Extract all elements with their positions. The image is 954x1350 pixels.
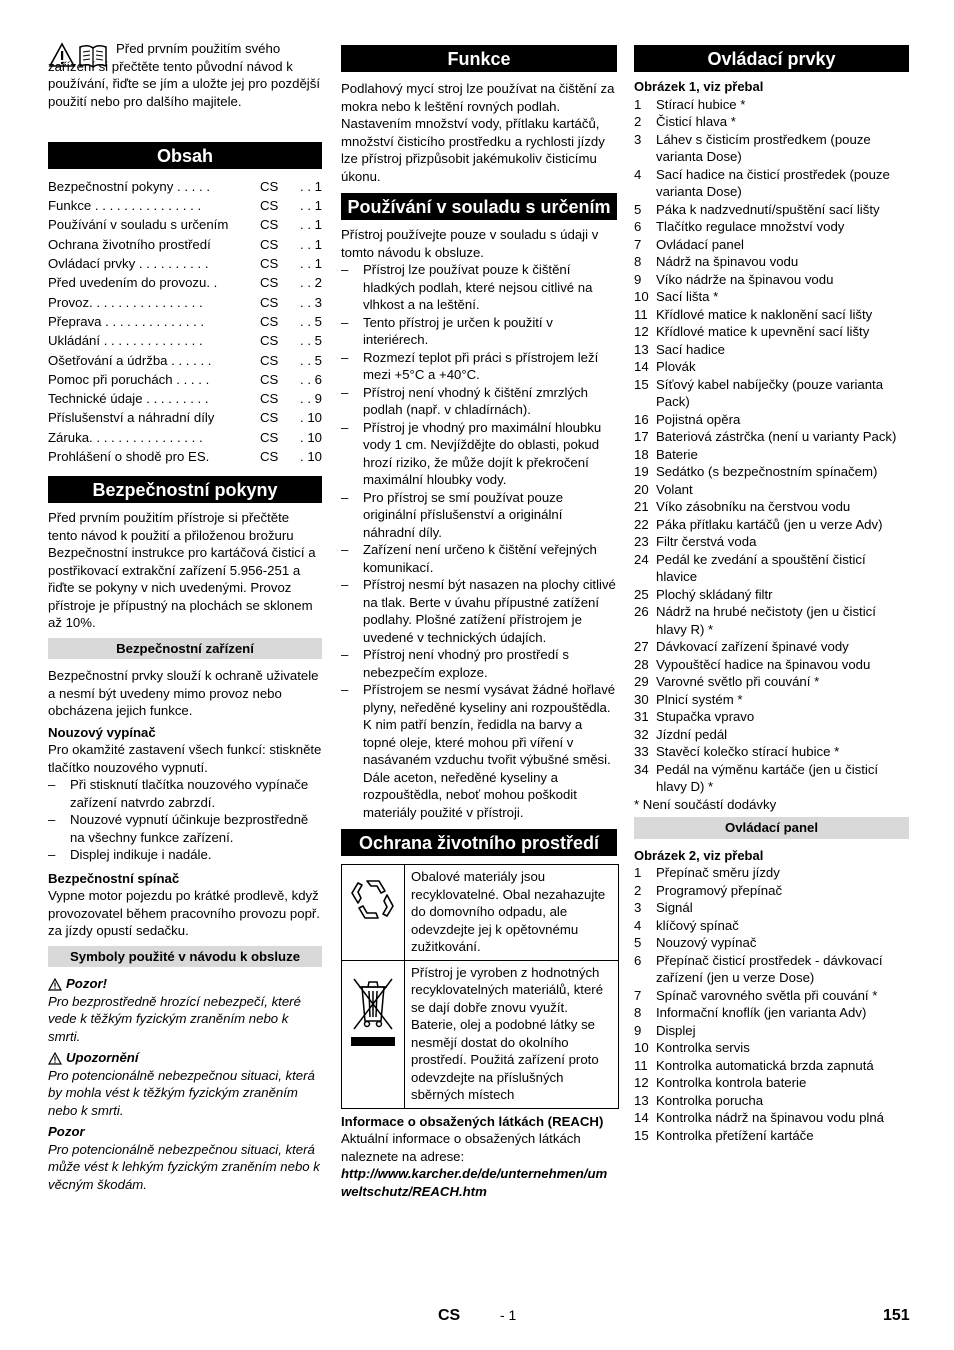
toc-row[interactable] bbox=[48, 447, 322, 466]
toc-row[interactable] bbox=[48, 254, 322, 273]
reach-heading: Informace o obsažených látkách (REACH) bbox=[341, 1113, 604, 1129]
toc-title: Ukládání . . . . . . . . . . . . . . bbox=[48, 333, 203, 349]
toc-table bbox=[48, 177, 322, 466]
column-right bbox=[634, 40, 909, 1144]
symbols-heading: Symboly použité v návodu k obsluze bbox=[48, 946, 322, 968]
warning-text: Pro potencionálně nebezpečnou situaci, která by mohla vést k těžkým fyzickým zraněním nebo k smrti. bbox=[48, 1067, 315, 1118]
intended-use-continuation: K nim patří benzín, ředidla na barvy a topné oleje, které mohou při víření v nasávaném vzduchu tvořit výbušné směsi. Dále aceton, neředěné kyseliny a rozpouštědla, neboť mohou poškodit materiály použité v přístroji. bbox=[363, 717, 611, 820]
toc-title: Ochrana životního prostředí bbox=[48, 236, 211, 252]
reach-text: Aktuální informace o obsažených látkách naleznete na adrese: bbox=[341, 1131, 581, 1164]
toc-page: . . 5 bbox=[300, 333, 322, 349]
list-item: – Přístroj není vhodný k čištění zmrzlých podlah (např. v chladírnách). bbox=[341, 384, 588, 417]
list-item: 5 Nouzový vypínač bbox=[634, 935, 757, 950]
toc-row[interactable] bbox=[48, 293, 322, 312]
list-item: – Nouzové vypnutí účinkuje bezprostředně na všechny funkce zařízení. bbox=[48, 812, 309, 845]
list-item: 21 Víko zásobníku na čerstvou vodu bbox=[634, 499, 851, 514]
caution-label: Pozor bbox=[48, 1124, 85, 1140]
list-item: 8 Informační knoflík (jen varianta Adv) bbox=[634, 1005, 867, 1020]
toc-title: Prohlášení o shodě pro ES. bbox=[48, 449, 210, 465]
list-item: 34 Pedál na výměnu kartáče (jen u čisticí hlavy D) * bbox=[634, 761, 879, 794]
caution-text: Pro potencionálně nebezpečnou situaci, která může vést k lehkým fyzickým zraněním nebo k věcným škodám. bbox=[48, 1141, 320, 1192]
list-item: – Při stisknutí tlačítka nouzového vypínače zařízení natvrdo zabrzdí. bbox=[48, 777, 309, 810]
list-item: 9 Víko nádrže na špinavou vodu bbox=[634, 271, 834, 287]
list-item: 27 Dávkovací zařízení špinavé vody bbox=[634, 639, 849, 654]
emergency-stop-text: Pro okamžité zastavení všech funkcí: stiskněte tlačítko nouzového vypnutí. bbox=[48, 742, 322, 775]
toc-row[interactable] bbox=[48, 389, 322, 408]
environment-heading: Ochrana životního prostředí bbox=[341, 829, 617, 856]
toc-page: . . 6 bbox=[300, 371, 322, 387]
list-item: 13 Sací hadice bbox=[634, 341, 725, 357]
list-item: – Tento přístroj je určen k použití v interiérech. bbox=[341, 314, 553, 347]
toc-title: Bezpečnostní pokyny . . . . . bbox=[48, 178, 210, 194]
safety-heading: Bezpečnostní pokyny bbox=[48, 476, 322, 503]
intended-use-list bbox=[341, 261, 617, 716]
toc-language: CS bbox=[260, 178, 279, 194]
packaging-text: Obalové materiály jsou recyklovatelné. Obal nezahazujte do domovního odpadu, ale odevzdejte jej k opětovnému zužitkování. bbox=[411, 869, 606, 954]
list-item: – Přístroj lze používat pouze k čištění hladkých podlah, které nejsou citlivé na vlhkost a na leštění. bbox=[341, 262, 593, 312]
reach-link[interactable]: http://www.karcher.de/de/unternehmen/umweltschutz/REACH.htm bbox=[341, 1166, 608, 1199]
list-item: 6 Přepínač čisticí prostředek - dávkovací zařízení (jen u verze Dose) bbox=[634, 952, 883, 985]
toc-language: CS bbox=[260, 429, 279, 445]
toc-title: Pomoc při poruchách . . . . . bbox=[48, 371, 210, 387]
list-item: 26 Nádrž na hrubé nečistoty (jen u čisticí hlavy R) * bbox=[634, 604, 876, 637]
toc-page: . . 2 bbox=[300, 275, 322, 291]
list-item: 1 Stírací hubice * bbox=[634, 96, 746, 112]
toc-page: . . 1 bbox=[300, 256, 322, 272]
list-item: 7 Spínač varovného světla při couvání * bbox=[634, 987, 878, 1003]
toc-language: CS bbox=[260, 391, 279, 407]
list-item: – Displej indikuje i nadále. bbox=[48, 847, 212, 863]
toc-title: Používání v souladu s určením bbox=[48, 217, 229, 233]
toc-row[interactable] bbox=[48, 216, 322, 235]
safety-text: Před prvním použitím přístroje si přečtěte tento návod k použití a přiloženou brožuru Bezpečnostní instrukce pro kartáčová čisticí a postřikovací extrakční zařízení 5.956-251 a řiďte se pokyny v nich uvedenými. Provoz přístroje je přípustný na plochách se sklonem až 10%. bbox=[48, 510, 316, 631]
list-item: 14 Plovák bbox=[634, 359, 696, 374]
list-item: – Pro přístroj se smí používat pouze originální příslušenství a originální náhradní díly. bbox=[341, 489, 564, 540]
toc-language: CS bbox=[260, 217, 279, 233]
list-item: 16 Pojistná opěra bbox=[634, 411, 741, 427]
list-item: 11 Křídlové matice k naklonění sací lišty bbox=[634, 306, 873, 322]
toc-row[interactable] bbox=[48, 177, 322, 196]
toc-language: CS bbox=[260, 410, 279, 426]
controls-heading: Ovládací prvky bbox=[634, 45, 909, 72]
list-item: 23 Filtr čerstvá voda bbox=[634, 534, 757, 549]
list-item: 1 Přepínač směru jízdy bbox=[634, 865, 780, 880]
fig2-list bbox=[634, 864, 909, 1144]
danger-label: Pozor! bbox=[48, 975, 322, 993]
toc-title: Záruka. . . . . . . . . . . . . . . . bbox=[48, 429, 203, 445]
recycling-icon bbox=[342, 865, 405, 960]
list-item: 11 Kontrolka automatická brzda zapnutá bbox=[634, 1057, 874, 1073]
toc-language: CS bbox=[260, 198, 279, 214]
fig1-heading: Obrázek 1, viz přebal bbox=[634, 79, 764, 94]
footer-section: - 1 bbox=[500, 1307, 517, 1323]
safety-switch-text: Vypne motor pojezdu po krátké prodlevě, když provozovatel během pracovního provozu popř. za jízdy opustí sedačku. bbox=[48, 888, 320, 939]
toc-page: . . 9 bbox=[300, 391, 322, 407]
list-item: 10 Sací lišta * bbox=[634, 289, 719, 304]
toc-language: CS bbox=[260, 275, 279, 291]
list-item: – Přístroj je vhodný pro maximální hloubku vody 1 cm. Nevjíždějte do oblasti, pokud hrozí riziko, že může dojít k překročení maximální hloubky vody. bbox=[341, 419, 602, 487]
toc-language: CS bbox=[260, 371, 279, 387]
toc-row[interactable] bbox=[48, 273, 322, 292]
list-item: 28 Vypouštěcí hadice na špinavou vodu bbox=[634, 656, 871, 672]
list-item: 9 Displej bbox=[634, 1022, 696, 1038]
toc-page: . 10 bbox=[300, 429, 322, 445]
toc-page: . . 1 bbox=[300, 198, 322, 214]
emergency-stop-heading: Nouzový vypínač bbox=[48, 724, 156, 740]
toc-title: Příslušenství a náhradní díly bbox=[48, 410, 215, 426]
toc-title: Přeprava . . . . . . . . . . . . . . bbox=[48, 313, 205, 329]
toc-language: CS bbox=[260, 236, 279, 252]
list-item: – Přístrojem se nesmí vysávat žádné hořlavé plyny, neředěné kyseliny ani rozpouštědla. bbox=[341, 682, 616, 715]
list-item: 7 Ovládací panel bbox=[634, 236, 744, 252]
list-item: 10 Kontrolka servis bbox=[634, 1040, 750, 1055]
list-item: 18 Baterie bbox=[634, 446, 698, 462]
toc-row[interactable] bbox=[48, 370, 322, 389]
list-item: 33 Stavěcí kolečko stírací hubice * bbox=[634, 744, 840, 759]
list-item: 19 Sedátko (s bezpečnostním spínačem) bbox=[634, 464, 878, 479]
toc-page: . 10 bbox=[300, 449, 322, 465]
toc-language: CS bbox=[260, 256, 279, 272]
toc-language: CS bbox=[260, 294, 279, 310]
list-item: – Rozmezí teplot při práci s přístrojem leží mezi +5°C a +40°C. bbox=[341, 349, 599, 382]
column-middle bbox=[341, 40, 617, 1200]
toc-language: CS bbox=[260, 313, 279, 329]
list-item: 5 Páka k nadzvednutí/spuštění sací lišty bbox=[634, 201, 880, 217]
device-disposal-text: Přístroj je vyroben z hodnotných recyklovatelných materiálů, které se dají dobře znovu využít. Baterie, olej a podobné látky se nesmějí dostat do okolního prostředí. Použitá zařízení proto odevzdejte na příslušných sběrných místech bbox=[411, 964, 604, 1102]
list-item: 32 Jízdní pedál bbox=[634, 726, 728, 742]
list-item: 30 Plnicí systém * bbox=[634, 691, 743, 707]
crossed-bin-icon bbox=[342, 961, 405, 1108]
toc-language: CS bbox=[260, 333, 279, 349]
toc-language: CS bbox=[260, 352, 279, 368]
list-item: 31 Stupačka vpravo bbox=[634, 709, 755, 724]
toc-page: . . 5 bbox=[300, 313, 322, 329]
toc-title: Funkce . . . . . . . . . . . . . . . bbox=[48, 198, 202, 214]
toc-page: . 10 bbox=[300, 410, 322, 426]
toc bbox=[48, 177, 322, 466]
safety-devices-text: Bezpečnostní prvky slouží k ochraně uživatele a nesmí být uvedeny mimo provoz nebo obcházena jejich funkce. bbox=[48, 668, 319, 719]
toc-row[interactable] bbox=[48, 196, 322, 215]
list-item: 29 Varovné světlo při couvání * bbox=[634, 674, 820, 689]
list-item: – Přístroj nesmí být nasazen na plochy citlivé na tlak. Berte v úvahu přípustné zatížení podlahy. Plošné zatížení přístrojem je uvedené v technických údajích. bbox=[341, 577, 616, 645]
list-item: 3 Signál bbox=[634, 900, 693, 915]
toc-page: . . 1 bbox=[300, 178, 322, 194]
fig2-heading: Obrázek 2, viz přebal bbox=[634, 847, 764, 863]
safety-switch-heading: Bezpečnostní spínač bbox=[48, 870, 180, 886]
list-item: 4 klíčový spínač bbox=[634, 917, 739, 933]
toc-row[interactable] bbox=[48, 331, 322, 350]
toc-page: . . 3 bbox=[300, 294, 322, 310]
warning-triangle-icon bbox=[48, 1052, 62, 1065]
toc-page: . . 5 bbox=[300, 352, 322, 368]
function-heading: Funkce bbox=[341, 45, 617, 72]
list-item: 12 Kontrolka kontrola baterie bbox=[634, 1075, 807, 1090]
safety-devices-heading: Bezpečnostní zařízení bbox=[48, 638, 322, 660]
environment-table bbox=[341, 864, 619, 1109]
footer-language: CS bbox=[438, 1307, 461, 1324]
toc-row[interactable] bbox=[48, 312, 322, 331]
intended-use-text: Přístroj používejte pouze v souladu s údaji v tomto návodu k obsluze. bbox=[341, 227, 599, 260]
list-item: 12 Křídlové matice k upevnění sací lišty bbox=[634, 324, 870, 339]
list-item: 13 Kontrolka porucha bbox=[634, 1092, 764, 1108]
list-item: 15 Síťový kabel nabíječky (pouze varianta Pack) bbox=[634, 376, 884, 409]
danger-text: Pro bezprostředně hrozící nebezpečí, které vede k těžkým fyzickým zraněním nebo k smrti. bbox=[48, 993, 301, 1044]
list-item: 3 Láhev s čisticím prostředkem (pouze varianta Dose) bbox=[634, 131, 871, 164]
warning-triangle-icon bbox=[48, 978, 62, 991]
toc-row[interactable] bbox=[48, 235, 322, 254]
toc-language: CS bbox=[260, 449, 279, 465]
environment-row-packaging bbox=[342, 865, 618, 960]
list-item: 6 Tlačítko regulace množství vody bbox=[634, 219, 845, 234]
intended-use-heading: Používání v souladu s určením bbox=[341, 193, 617, 220]
toc-title: Technické údaje . . . . . . . . . bbox=[48, 391, 209, 407]
list-item: 14 Kontrolka nádrž na špinavou vodu plná bbox=[634, 1110, 885, 1125]
function-text: Podlahový mycí stroj lze používat na čištění za mokra nebo k leštění rovných podlah. Nastavením množství vody, přítlaku kartáčů, množství čisticího prostředku a rychlosti jízdy lze přístroj přizpůsobit jakémukoliv čisticímu úkonu. bbox=[341, 81, 615, 184]
toc-page: . . 1 bbox=[300, 236, 322, 252]
list-item: – Přístroj není vhodný pro prostředí s nebezpečím exploze. bbox=[341, 647, 569, 680]
toc-heading: Obsah bbox=[48, 142, 322, 169]
environment-row-device bbox=[342, 960, 618, 1108]
toc-title: Ošetřování a údržba . . . . . . bbox=[48, 352, 212, 368]
control-panel-heading: Ovládací panel bbox=[634, 817, 909, 839]
list-item: 2 Programový přepínač bbox=[634, 882, 783, 898]
fig1-list bbox=[634, 96, 909, 796]
list-item: 22 Páka přítlaku kartáčů (jen u verze Adv) bbox=[634, 516, 883, 532]
list-item: 17 Bateriová zástrčka (není u varianty Pack) bbox=[634, 429, 897, 444]
footer-page-number: 151 bbox=[883, 1307, 910, 1324]
warning-label: Upozornění bbox=[48, 1049, 322, 1067]
list-item: 20 Volant bbox=[634, 481, 693, 497]
toc-title: Ovládací prvky . . . . . . . . . . bbox=[48, 256, 209, 272]
toc-row[interactable] bbox=[48, 351, 322, 370]
toc-row[interactable] bbox=[48, 409, 322, 428]
list-item: – Zařízení není určeno k čištění veřejných komunikací. bbox=[341, 542, 597, 575]
list-item: 24 Pedál ke zvedání a spouštění čisticí hlavice bbox=[634, 551, 866, 584]
toc-page: . . 1 bbox=[300, 217, 322, 233]
list-item: 2 Čisticí hlava * bbox=[634, 114, 736, 129]
list-item: 25 Plochý skládaný filtr bbox=[634, 586, 773, 602]
list-item: 15 Kontrolka přetížení kartáče bbox=[634, 1127, 814, 1143]
intro-text: Před prvním použitím svého zařízení si přečtěte tento původní návod k používání, řiďte se jím a uložte jej pro pozdější použití nebo pro dalšího majitele. bbox=[48, 41, 320, 109]
toc-title: Před uvedením do provozu. . bbox=[48, 275, 218, 291]
footnote: * Není součástí dodávky bbox=[634, 796, 777, 812]
toc-row[interactable] bbox=[48, 428, 322, 447]
toc-title: Provoz. . . . . . . . . . . . . . . . bbox=[48, 294, 203, 310]
list-item: 4 Sací hadice na čisticí prostředek (pouze varianta Dose) bbox=[634, 166, 890, 199]
column-left bbox=[48, 40, 322, 1193]
list-item: 8 Nádrž na špinavou vodu bbox=[634, 254, 799, 269]
